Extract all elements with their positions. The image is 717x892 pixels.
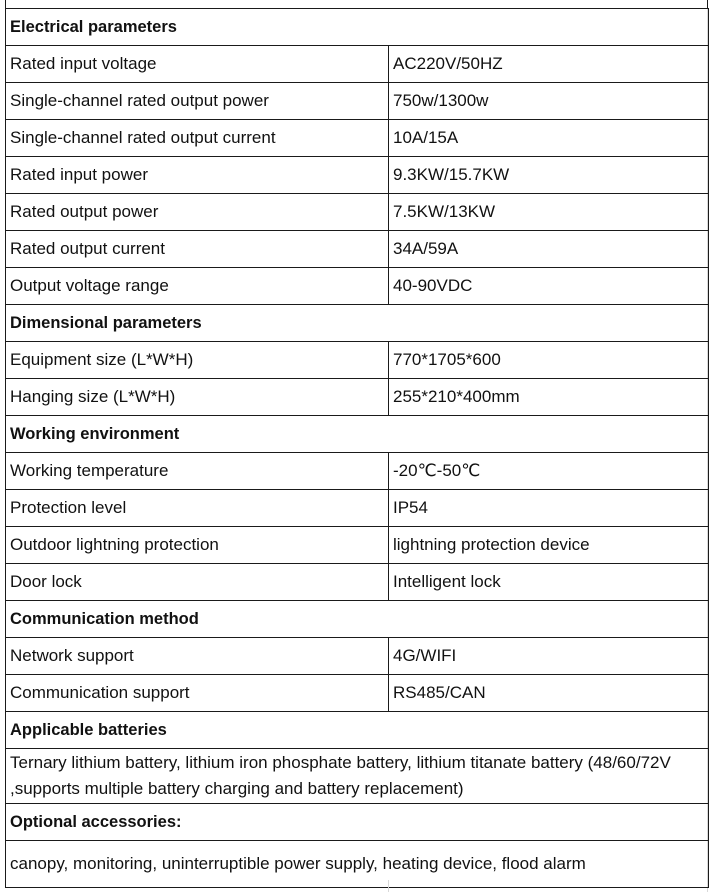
param-value[interactable]: 4G/WIFI [389, 638, 709, 675]
table-row [6, 749, 709, 804]
batteries-description[interactable]: Ternary lithium battery, lithium iron phosphate battery, lithium titanate battery (48/60/72V ,supports multiple battery charging and battery replacement) [6, 749, 709, 804]
param-label[interactable]: Output voltage range [6, 268, 389, 305]
param-value[interactable]: AC220V/50HZ [389, 46, 709, 83]
table-row [6, 83, 709, 120]
param-label[interactable]: Working temperature [6, 453, 389, 490]
table-row [6, 46, 709, 83]
param-label[interactable]: Rated input voltage [6, 46, 389, 83]
param-label[interactable]: Equipment size (L*W*H) [6, 342, 389, 379]
table-row [6, 379, 709, 416]
section-title[interactable]: Working environment [6, 416, 709, 453]
param-value[interactable]: 770*1705*600 [389, 342, 709, 379]
param-label[interactable]: Outdoor lightning protection [6, 527, 389, 564]
param-value[interactable]: 750w/1300w [389, 83, 709, 120]
param-label[interactable]: Rated output power [6, 194, 389, 231]
param-value[interactable]: IP54 [389, 490, 709, 527]
param-value[interactable]: 40-90VDC [389, 268, 709, 305]
param-label[interactable]: Rated output current [6, 231, 389, 268]
param-label[interactable]: Rated input power [6, 157, 389, 194]
param-value[interactable]: RS485/CAN [389, 675, 709, 712]
top-row-edge [5, 0, 708, 8]
section-header-row [6, 804, 709, 841]
table-row [6, 841, 709, 888]
section-title[interactable]: Communication method [6, 601, 709, 638]
gridline [388, 880, 389, 892]
table-row [6, 120, 709, 157]
param-value[interactable]: 255*210*400mm [389, 379, 709, 416]
section-title[interactable]: Optional accessories: [6, 804, 709, 841]
table-row [6, 231, 709, 268]
section-header-row [6, 416, 709, 453]
param-value[interactable]: 9.3KW/15.7KW [389, 157, 709, 194]
param-value[interactable]: Intelligent lock [389, 564, 709, 601]
table-row [6, 638, 709, 675]
param-label[interactable]: Hanging size (L*W*H) [6, 379, 389, 416]
table-row [6, 490, 709, 527]
section-title[interactable]: Electrical parameters [6, 9, 709, 46]
table-row [6, 564, 709, 601]
param-label[interactable]: Single-channel rated output power [6, 83, 389, 120]
spec-table [5, 8, 709, 888]
section-header-row [6, 305, 709, 342]
table-row [6, 453, 709, 490]
param-value[interactable]: 7.5KW/13KW [389, 194, 709, 231]
section-title[interactable]: Dimensional parameters [6, 305, 709, 342]
section-header-row [6, 712, 709, 749]
param-value[interactable]: lightning protection device [389, 527, 709, 564]
table-row [6, 527, 709, 564]
param-label[interactable]: Door lock [6, 564, 389, 601]
section-title[interactable]: Applicable batteries [6, 712, 709, 749]
param-label[interactable]: Protection level [6, 490, 389, 527]
table-row [6, 675, 709, 712]
param-label[interactable]: Single-channel rated output current [6, 120, 389, 157]
table-row [6, 157, 709, 194]
param-value[interactable]: 34A/59A [389, 231, 709, 268]
param-label[interactable]: Network support [6, 638, 389, 675]
param-label[interactable]: Communication support [6, 675, 389, 712]
param-value[interactable]: -20℃-50℃ [389, 453, 709, 490]
table-row [6, 268, 709, 305]
param-value[interactable]: 10A/15A [389, 120, 709, 157]
table-row [6, 342, 709, 379]
table-row [6, 194, 709, 231]
section-header-row [6, 601, 709, 638]
section-header-row [6, 9, 709, 46]
accessories-description[interactable]: canopy, monitoring, uninterruptible power supply, heating device, flood alarm [6, 841, 709, 888]
